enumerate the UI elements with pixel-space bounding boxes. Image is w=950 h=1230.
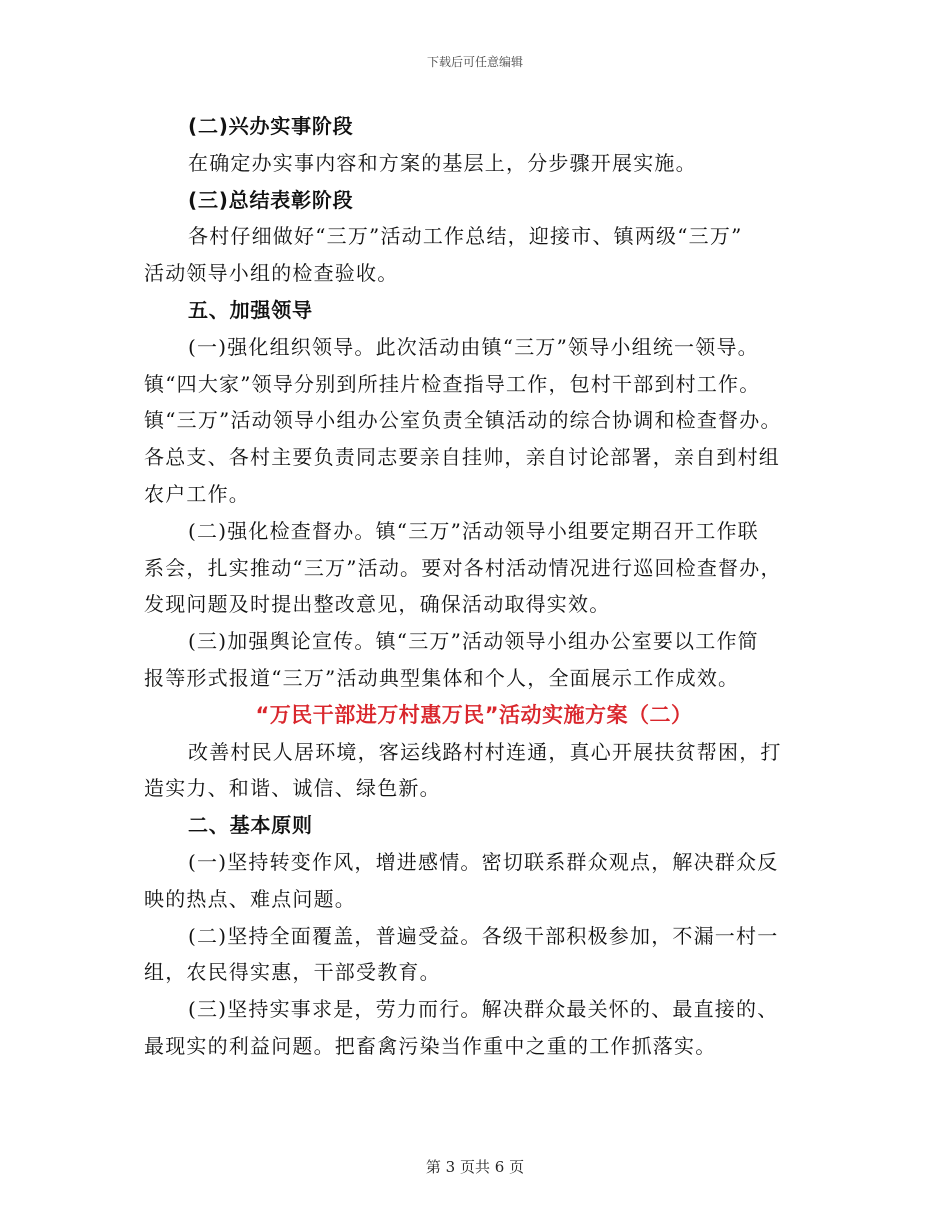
page-number: 第 3 页共 6 页 [425,1158,525,1176]
paragraph-line: 活动领导小组的检查验收。 [144,261,399,286]
section-heading-leadership: 五、加强领导 [188,297,313,322]
paragraph-line: 镇“三万”活动领导小组办公室负责全镇活动的综合协调和检查督办。 [144,408,782,433]
paragraph-line: 组，农民得实惠，干部受教育。 [144,960,441,985]
section-heading-implementation-stage: (二)兴办实事阶段 [188,114,354,138]
paragraph-line: 最现实的利益问题。把畜禽污染当作重中之重的工作抓落实。 [144,1033,717,1058]
paragraph-line: (三)加强舆论宣传。镇“三万”活动领导小组办公室要以工作简 [188,629,759,654]
paragraph-line: 各村仔细做好“三万”活动工作总结，迎接市、镇两级“三万” [188,224,743,249]
paragraph-line: (二)强化检查督办。镇“三万”活动领导小组要定期召开工作联 [188,518,759,543]
paragraph-line: 发现问题及时提出整改意见，确保活动取得实效。 [144,592,611,617]
paragraph-line: 报等形式报道“三万”活动典型集体和个人，全面展示工作成效。 [144,665,740,690]
paragraph-line: 在确定办实事内容和方案的基层上，分步骤开展实施。 [188,150,697,175]
paragraph-line: 系会，扎实推动“三万”活动。要对各村活动情况进行巡回检查督办， [144,555,782,580]
document-title: “万民干部进万村惠万民”活动实施方案（二） [255,702,693,727]
header-note: 下载后可任意编辑 [426,55,523,69]
document-body [144,108,804,1065]
section-heading-principles: 二、基本原则 [188,813,313,838]
paragraph-line: (二)坚持全面覆盖，普遍受益。各级干部积极参加，不漏一村一 [188,923,779,948]
paragraph-line: 改善村民人居环境，客运线路村村连通，真心开展扶贫帮困，打 [188,739,782,764]
paragraph-line: 镇“四大家”领导分别到所挂片检查指导工作，包村干部到村工作。 [144,371,761,396]
paragraph-line: 农户工作。 [144,481,250,506]
paragraph-line: 造实力、和谐、诚信、绿色新。 [144,776,441,801]
paragraph-line: (三)坚持实事求是，劳力而行。解决群众最关怀的、最直接的、 [188,997,779,1022]
section-heading-summary-stage: (三)总结表彰阶段 [188,187,354,212]
paragraph-line: 映的热点、难点问题。 [144,886,356,911]
paragraph-line: 各总支、各村主要负责同志要亲自挂帅，亲自讨论部署，亲自到村组 [144,445,780,470]
paragraph-line: (一)坚持转变作风，增进感情。密切联系群众观点，解决群众反 [188,849,779,874]
paragraph-line: (一)强化组织领导。此次活动由镇“三万”领导小组统一领导。 [188,334,759,359]
